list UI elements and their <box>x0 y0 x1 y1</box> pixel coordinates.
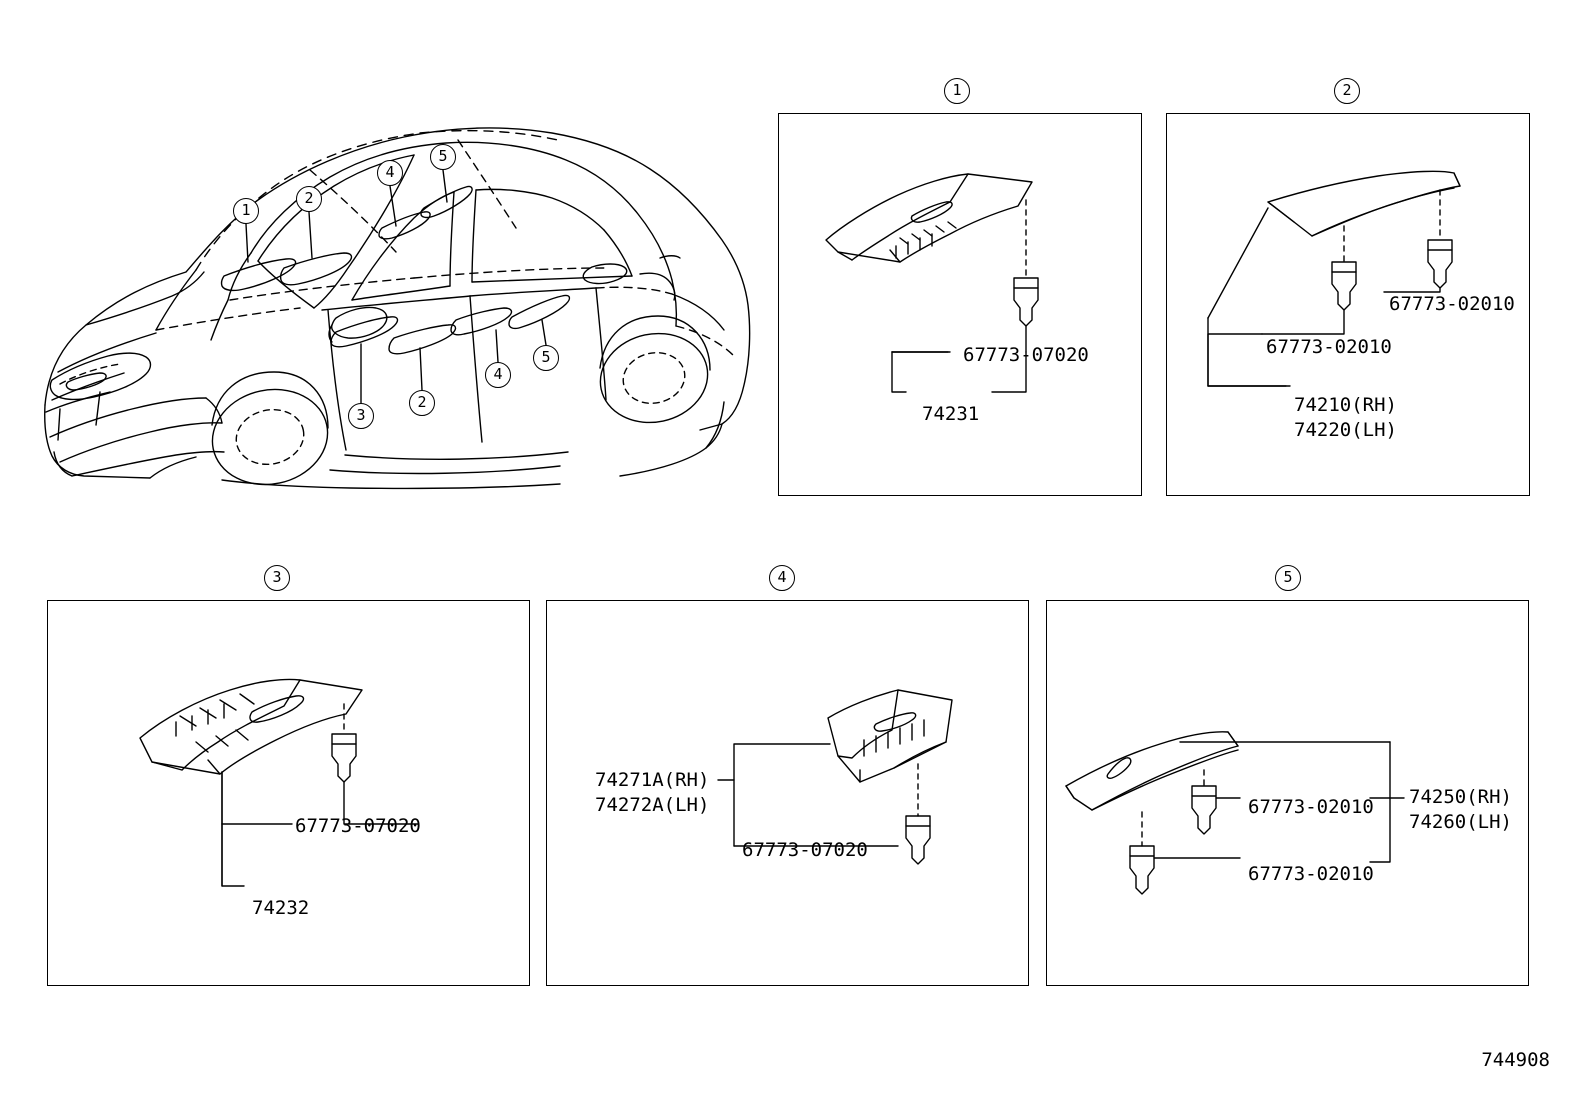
panel-1-part-label: 74231 <box>922 403 980 425</box>
panel-5-part-label-lh: 74260(LH) <box>1409 811 1512 833</box>
panel-2-part-label-rh: 74210(RH) <box>1294 394 1397 416</box>
panel-3-clip-label: 67773-07020 <box>295 815 421 837</box>
panel-2-callout <box>1334 78 1360 104</box>
callout-number: 1 <box>952 81 962 99</box>
panel-3-part-label: 74232 <box>252 897 310 919</box>
panel-5-callout <box>1275 565 1301 591</box>
callout-number: 4 <box>493 365 503 383</box>
panel-4-part-label-rh: 74271A(RH) <box>595 769 710 791</box>
panel-4-part-label-lh: 74272A(LH) <box>595 794 710 816</box>
panel-5-clip-label-lower: 67773-02010 <box>1248 863 1374 885</box>
callout-number: 2 <box>1342 81 1352 99</box>
panel-1-box <box>778 113 1142 496</box>
panel-1-clip-label: 67773-07020 <box>963 344 1089 366</box>
callout-number: 2 <box>304 189 314 207</box>
vehicle-callout-1 <box>233 198 259 224</box>
callout-number: 4 <box>385 163 395 181</box>
vehicle-callout-2-rear <box>409 390 435 416</box>
callout-number: 2 <box>417 393 427 411</box>
callout-number: 3 <box>356 406 366 424</box>
panel-4-callout <box>769 565 795 591</box>
panel-4-clip-label: 67773-07020 <box>742 839 868 861</box>
panel-3-callout <box>264 565 290 591</box>
callout-number: 5 <box>541 348 551 366</box>
vehicle-callout-4-rear <box>485 362 511 388</box>
panel-2-part-label-lh: 74220(LH) <box>1294 419 1397 441</box>
callout-number: 1 <box>241 201 251 219</box>
callout-number: 5 <box>438 147 448 165</box>
callout-number: 5 <box>1283 568 1293 586</box>
vehicle-callout-5-front <box>430 144 456 170</box>
panel-5-part-label-rh: 74250(RH) <box>1409 786 1512 808</box>
panel-1-callout <box>944 78 970 104</box>
panel-5-clip-label-upper: 67773-02010 <box>1248 796 1374 818</box>
panel-2-clip-label-left: 67773-02010 <box>1266 336 1392 358</box>
callout-number: 3 <box>272 568 282 586</box>
vehicle-callout-3 <box>348 403 374 429</box>
vehicle-callout-5-rear <box>533 345 559 371</box>
callout-number: 4 <box>777 568 787 586</box>
panel-3-box <box>47 600 530 986</box>
vehicle-callout-4-front <box>377 160 403 186</box>
diagram-id: 744908 <box>1481 1049 1550 1071</box>
panel-2-clip-label-right: 67773-02010 <box>1389 293 1515 315</box>
vehicle-callout-2-front <box>296 186 322 212</box>
